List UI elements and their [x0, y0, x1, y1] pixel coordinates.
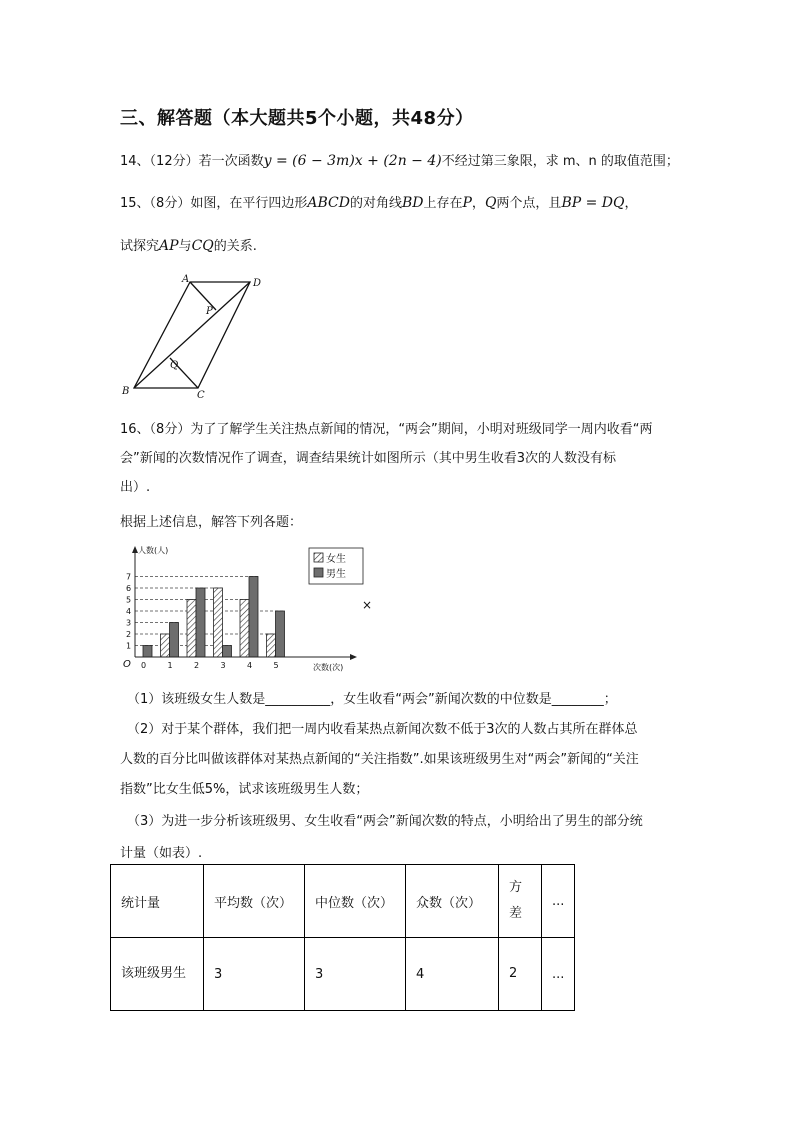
q16-line1: 16、（8分）为了了解学生关注热点新闻的情况，“两会”期间，小明对班级同学一周内收看“两	[120, 422, 653, 437]
bar-female	[240, 600, 249, 658]
q16-sub3-line1: （3）为进一步分析该班级男、女生收看“两会”新闻次数的特点，小明给出了男生的部分统	[127, 814, 643, 829]
q15-line2-a: 试探究	[120, 239, 160, 254]
bar-female	[267, 634, 276, 657]
bar-male	[196, 588, 205, 657]
table-cell: 该班级男生	[111, 938, 204, 1011]
q15-text-c: 上存在	[423, 196, 463, 211]
q14-text-b: 不经过第三象限，求 m、n 的取值范围；	[441, 154, 679, 169]
y-tick-label: 2	[126, 630, 132, 639]
table-row	[111, 938, 575, 1011]
x-tick-label: 2	[194, 661, 200, 670]
label-a: A	[182, 274, 190, 285]
y-tick-label: 5	[126, 595, 132, 605]
y-tick-label: 7	[126, 572, 132, 582]
legend-female-label: 女生	[326, 554, 346, 565]
bar-male	[223, 646, 232, 658]
q15-text-b: 的对角线	[349, 196, 402, 211]
x-tick-label: 4	[247, 661, 253, 670]
x-axis-arrow	[350, 654, 357, 660]
q16-sub2-line3: 指数”比女生低5%，试求该班级男生人数；	[120, 782, 369, 797]
q15-line2-b: 与	[178, 239, 192, 254]
q15-comma: ，	[471, 196, 485, 211]
table-cell: ...	[542, 938, 575, 1011]
label-p: P	[206, 306, 213, 317]
bar-male	[170, 623, 179, 658]
q15-cq: CQ	[191, 238, 214, 254]
q16-sub2-line2: 人数的百分比叫做该群体对某热点新闻的“关注指数”.如果该班级男生对“两会”新闻的“关注	[120, 752, 639, 767]
label-b: B	[122, 386, 130, 397]
section-heading: 三、解答题（本大题共5个小题，共48分）	[120, 108, 474, 129]
x-tick-label: 1	[167, 661, 173, 670]
q15-p: P	[462, 195, 472, 211]
q14-line	[120, 150, 679, 169]
diagonal-bd	[134, 282, 250, 388]
x-tick-label: 3	[220, 661, 226, 670]
table-cell: 3	[305, 938, 406, 1011]
table-header-cell: 众数（次）	[406, 865, 499, 938]
bar-female	[187, 600, 196, 658]
q14-formula: y = (6 − 3m)x + (2n − 4)	[263, 153, 442, 169]
q16-sub2-line1: （2）对于某个群体，我们把一周内收看某热点新闻次数不低于3次的人数占其所在群体总	[127, 722, 638, 737]
table-header-row	[111, 865, 575, 938]
bar-chart	[115, 538, 385, 673]
q16-line4: 根据上述信息，解答下列各题：	[120, 515, 303, 530]
bar-male	[249, 577, 258, 658]
parallelogram-figure	[110, 270, 280, 410]
table-header-cell: 统计量	[111, 865, 204, 938]
q16-line3: 出）.	[120, 480, 151, 495]
q15-line2-c: 的关系.	[213, 239, 257, 254]
q14-text-a: 若一次函数	[198, 154, 264, 169]
y-tick-label: 1	[126, 641, 132, 651]
bar-female	[214, 588, 223, 657]
y-tick-label: 6	[126, 584, 132, 593]
q15-ap: AP	[159, 238, 179, 254]
q15-line2	[120, 235, 257, 254]
table-cell: 3	[204, 938, 305, 1011]
y-axis-label: 人数(人)	[138, 546, 169, 555]
label-q: Q	[170, 360, 179, 371]
bar-female	[161, 634, 170, 657]
table-header-cell: 中位数（次）	[305, 865, 406, 938]
origin-label: O	[123, 659, 131, 670]
table-cell: 2	[499, 938, 542, 1011]
q16-sub3-line2: 计量（如表）.	[120, 846, 203, 861]
x-tick-label: 0	[141, 661, 147, 670]
table-cell: 4	[406, 938, 499, 1011]
table-header-cell: 方差	[499, 865, 542, 938]
table-header-cell: ...	[542, 865, 575, 938]
q15-text-a: 如图，在平行四边形	[190, 196, 308, 211]
q15-line1	[120, 192, 638, 211]
q15-number: 15、（8分）	[120, 196, 191, 211]
q15-text-e: ，	[624, 196, 638, 211]
q16-sub1: （1）该班级女生人数是__________，女生收看“两会”新闻次数的中位数是________；	[127, 692, 617, 707]
x-tick-label: 5	[273, 661, 279, 670]
q15-q: Q	[484, 195, 497, 211]
y-tick-label: 4	[126, 607, 132, 616]
label-c: C	[197, 390, 205, 401]
label-d: D	[253, 278, 262, 289]
q15-text-d: 两个点，且	[496, 196, 562, 211]
table-header-cell: 平均数（次）	[204, 865, 305, 938]
bar-male	[276, 611, 285, 657]
x-axis-label: 次数(次)	[313, 663, 344, 672]
male-stats-table	[110, 864, 575, 1011]
stray-mark: ×	[362, 598, 373, 612]
q14-number: 14、（12分）	[120, 154, 199, 169]
y-tick-label: 3	[126, 618, 132, 628]
q16-line2: 会”新闻的次数情况作了调查，调查结果统计如图所示（其中男生收看3次的人数没有标	[120, 451, 617, 466]
q15-abcd: ABCD	[307, 195, 350, 211]
legend-male-swatch	[314, 568, 323, 577]
q15-bd: BD	[401, 195, 424, 211]
bar-male	[143, 646, 152, 658]
legend-female-swatch	[314, 553, 323, 562]
q15-eq: BP = DQ	[561, 195, 625, 211]
legend-male-label: 男生	[326, 569, 346, 580]
